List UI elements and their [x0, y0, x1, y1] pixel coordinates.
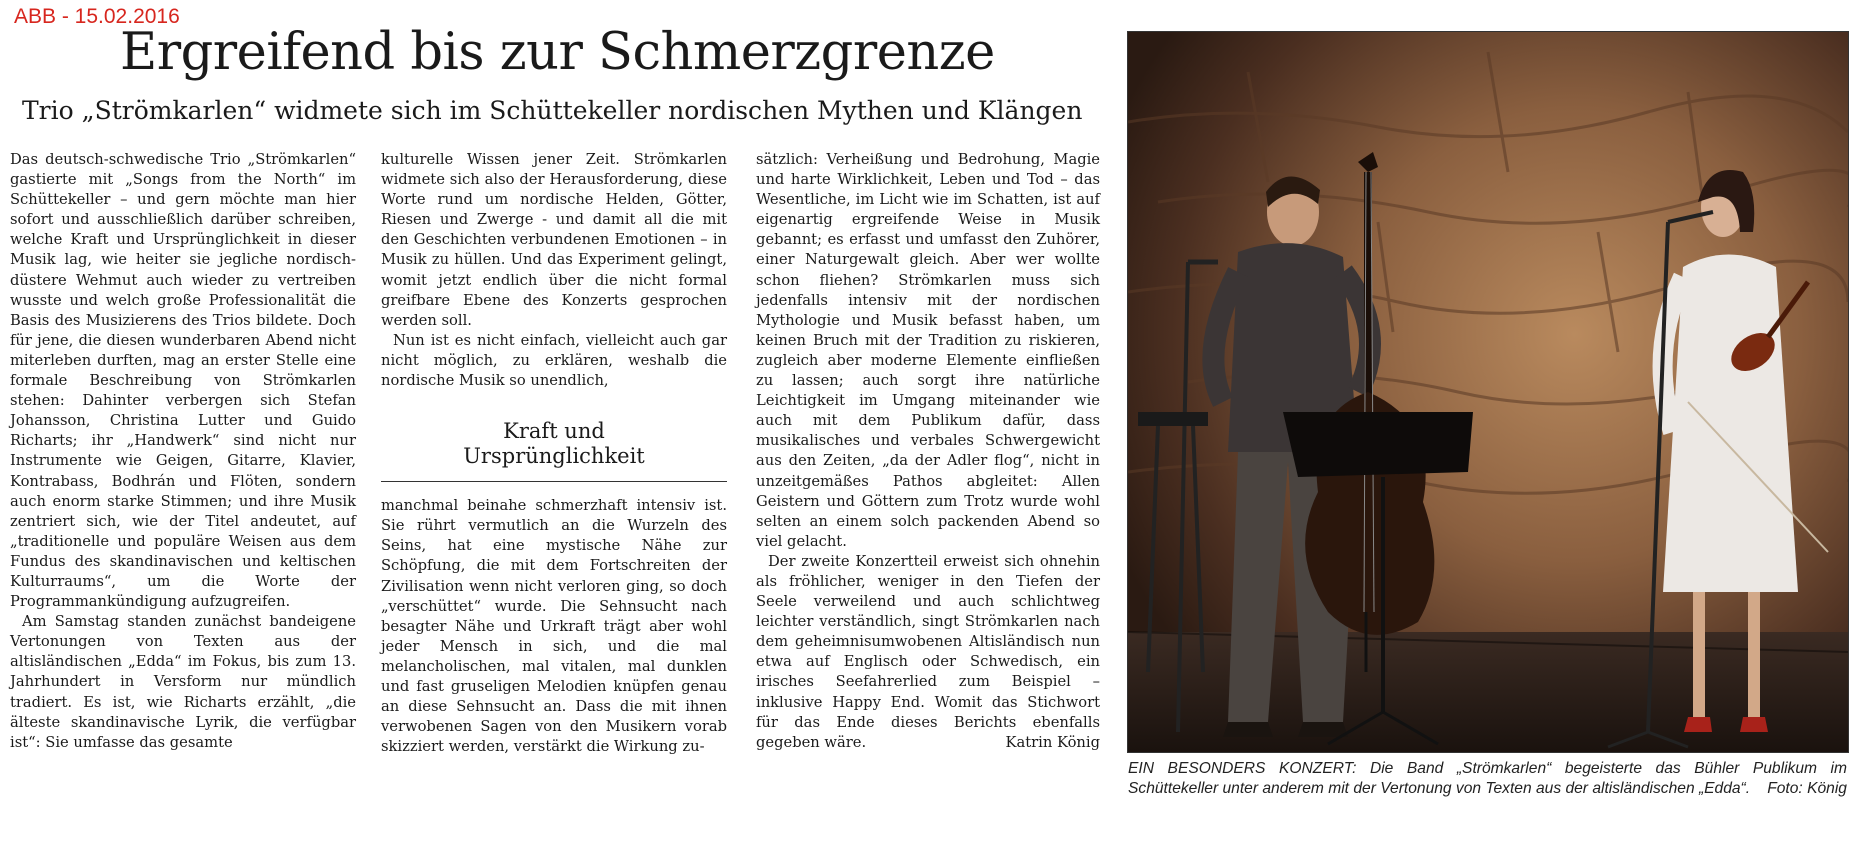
crosshead-line: Ursprünglichkeit — [463, 444, 645, 469]
paragraph: Das deutsch-schwedische Trio „Strömkarlen“ gastierte mit „Songs from the North“ im Schüttekeller – und gern möchte man hier sofort und ausschließlich darüber schreiben, welche Kraft und Ursprünglichkeit in dieser Musik lag, wie heiter sie jegliche nordisch-düstere Wehmut auch wieder zu vertreiben wusste und welch große Professionalität die Basis des Musizierens des Trios bildete. Doch für jene, die diesen wunderbaren Abend nicht miterleben durften, mag an erster Stelle eine formale Beschreibung von Strömkarlen stehen: Dahinter verbergen sich Stefan Johansson, Christina Lutter und Guido Richarts; ihr „Handwerk“ sind nicht nur Instrumente wie Geigen, Gitarre, Klavier, Kontrabass, Bodhrán und Flöten, sondern auch enorm starke Stimmen; und ihre Musik zentriert sich, wie der Titel andeutet, auf „traditionelle und populäre Weisen aus dem Fundus des skandinavischen und keltischen Kulturraums“, um die Worte der Programmankündigung aufzugreifen. — [10, 151, 356, 611]
crosshead-line: Kraft und — [503, 419, 605, 444]
caption-text: EIN BESONDERS KONZERT: Die Band „Strömkarlen“ begeisterte das Bühler Publikum im Schüttekeller unter anderem mit der Vertonung von Texten aus der altisländischen „Edda“. — [1128, 760, 1847, 797]
paragraph: manchmal beinahe schmerzhaft intensiv ist. Sie rührt vermutlich an die Wurzeln des Seins, hat eine mystische Nähe zur Schöpfung, die mit dem Fortschreiten der Zivilisation wenn nicht verloren ging, so doch „verschüttet“ wurde. Die Sehnsucht nach besagter Nähe und Urkraft trägt aber wohl jeder Mensch in sich, und die mal melancholischen, mal vitalen, mal dunklen und fast gruseligen Melodien knüpfen genau an diese Sehnsucht an. Dass die mit ihnen verwobenen Sagen von den Musikern vorab skizziert werden, verstärkt die Wirkung zu- — [381, 497, 727, 756]
article-column-1 — [10, 150, 356, 753]
article-subheadline: Trio „Strömkarlen“ widmete sich im Schüttekeller nordischen Mythen und Klängen — [22, 96, 1083, 125]
concert-photo-illustration — [1128, 32, 1848, 752]
paragraph: Nun ist es nicht einfach, vielleicht auch gar nicht möglich, zu erklären, weshalb die nordische Musik so unendlich, — [381, 331, 727, 390]
paragraph: sätzlich: Verheißung und Bedrohung, Magie und harte Wirklichkeit, Leben und Tod – das Wesentliche, im Licht wie im Schatten, ist auf eigenartig ergreifende Weise in Musik gebannt; es erfasst und umfasst den Zuhörer, einer Naturgewalt gleich. Aber wer wollte schon fliehen? Strömkarlen muss sich jedenfalls intensiv mit der nordischen Mythologie und Musik befasst haben, um keinen Bruch mit der Tradition zu riskieren, zugleich aber moderne Elemente einfließen zu lassen; auch sorgt ihre natürliche Leichtigkeit im Umgang miteinander wie auch mit dem Publikum dafür, dass musikalisches und verbales Schwergewicht aus den Zeiten, „da der Adler flog“, nicht in unzeitgemäßes Pathos abgleitet: Allen Geistern und Göttern zum Trotz wurde wohl selten an einem solch packenden Abend so viel gelacht. — [756, 151, 1100, 550]
article-column-3 — [756, 150, 1100, 753]
archive-date-stamp: ABB - 15.02.2016 — [14, 5, 180, 28]
paragraph: kulturelle Wissen jener Zeit. Strömkarlen widmete sich also der Herausforderung, diese Worte rund um nordische Helden, Götter, Riesen und Zwerge - und damit all die mit den Geschichten verbundenen Emotionen – in Musik zu hüllen. Und das Experiment gelingt, womit jetzt endlich über die nicht formal greifbare Ebene des Konzerts gesprochen werden soll. — [381, 151, 727, 329]
crosshead — [381, 419, 727, 482]
concert-photo — [1127, 31, 1849, 753]
photo-credit: Foto: König — [1767, 780, 1847, 797]
article-column-2 — [381, 150, 727, 757]
paragraph — [756, 552, 1100, 753]
paragraph: Am Samstag standen zunächst bandeigene Vertonungen von Texten aus der altisländischen „Edda“ im Fokus, bis zum 13. Jahrhundert in Versform nur mündlich tradiert. Es ist, wie Richarts erzählt, „die älteste skandinavische Lyrik, die verfügbar ist“: Sie umfasse das gesamte — [10, 613, 356, 751]
photo-caption — [1128, 759, 1847, 799]
paragraph-text: Der zweite Konzertteil erweist sich ohnehin als fröhlicher, weniger in den Tiefen der Seele verweilend und auch schlichtweg leichter verständlich, singt Strömkarlen nach dem geheimnisumwobenen Altisländisch nun etwa auf Englisch oder Schwedisch, ein irisches Seefahrerlied zum Beispiel – inklusive Happy End. Womit das Stichwort für das Ende dieses Berichts ebenfalls gegeben wäre. — [756, 552, 1100, 751]
article-headline: Ergreifend bis zur Schmerzgrenze — [120, 23, 995, 82]
author-byline: Katrin König — [1005, 733, 1100, 751]
